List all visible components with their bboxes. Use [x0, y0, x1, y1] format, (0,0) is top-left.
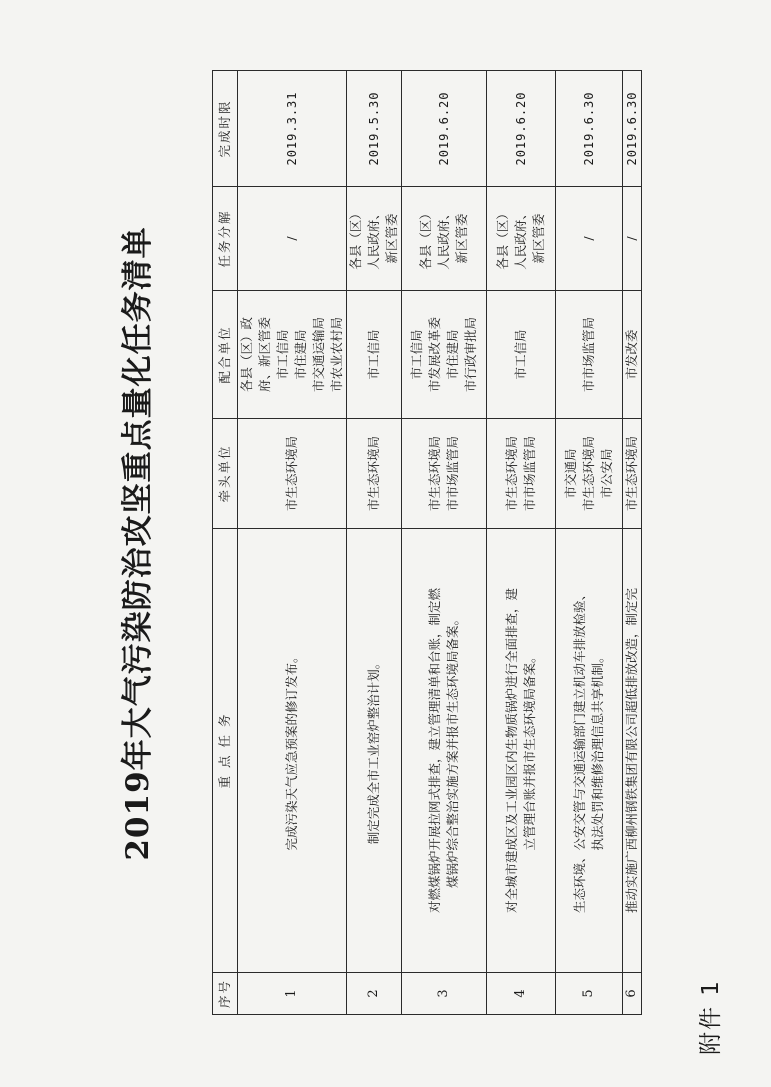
coop-unit-cell [623, 291, 642, 419]
lead-unit-line: 市生态环境局 [284, 436, 299, 512]
row-number: 1 [238, 973, 347, 1015]
row-number: 6 [623, 973, 642, 1015]
lead-unit-cell [556, 419, 623, 529]
task-split-cell [238, 187, 347, 291]
task-split-line: 各县（区） [495, 207, 510, 270]
header-split: 任务分解 [213, 187, 238, 291]
task-split-cell [402, 187, 487, 291]
header-task: 重 点 任 务 [213, 529, 238, 973]
task-split-line: / [284, 236, 299, 241]
lead-unit-line: 市交通局 [563, 448, 578, 499]
lead-unit-line: 市生态环境局 [427, 436, 442, 512]
header-deadline: 完成时限 [213, 71, 238, 187]
lead-unit-cell [347, 419, 402, 529]
lead-unit-line: 市生态环境局 [366, 436, 381, 512]
task-line: 推动实施广西柳州钢铁集团有限公司超低排放改造，制定完 [624, 588, 639, 914]
coop-unit-line: 市住建局 [445, 329, 460, 380]
deadline-cell: 2019.5.30 [347, 71, 402, 187]
task-split-line: / [624, 236, 639, 241]
coop-unit-line: 市交通运输局 [311, 317, 326, 393]
task-cell [556, 529, 623, 973]
header-coop: 配合单位 [213, 291, 238, 419]
table-row [402, 71, 487, 1015]
task-line: 对全城市建成区及工业园区内生物质锅炉进行全面排查，建 [504, 588, 519, 914]
task-line: 立管理台账并报市生态环境局备案。 [522, 650, 537, 851]
task-cell [487, 529, 556, 973]
task-split-line: 各县（区） [348, 207, 363, 270]
task-split-line: 新区管委 [454, 213, 469, 264]
task-table [212, 70, 642, 1015]
task-split-line: 新区管委 [531, 213, 546, 264]
table-row [556, 71, 623, 1015]
coop-unit-line: 府、新区管委 [257, 317, 272, 393]
coop-unit-line: 市发改委 [624, 329, 639, 380]
table-header-row [213, 71, 238, 1015]
task-line: 煤锅炉综合整治实施方案并报市生态环境局备案。 [445, 613, 460, 889]
task-line: 执法处罚和维修治理信息共享机制。 [590, 650, 605, 851]
coop-unit-line: 市市场监管局 [581, 317, 596, 393]
coop-unit-line: 市工信局 [275, 329, 290, 380]
deadline-cell: 2019.6.20 [402, 71, 487, 187]
deadline-cell: 2019.6.30 [556, 71, 623, 187]
attachment-label: 附件 1 [698, 979, 724, 1055]
coop-unit-cell [347, 291, 402, 419]
header-no: 序号 [213, 973, 238, 1015]
lead-unit-line: 市市场监管局 [445, 436, 460, 512]
lead-unit-cell [402, 419, 487, 529]
row-number: 4 [487, 973, 556, 1015]
task-cell [402, 529, 487, 973]
task-split-cell [623, 187, 642, 291]
task-split-cell [347, 187, 402, 291]
task-line: 生态环境、公安交管与交通运输部门建立机动车排放检验、 [572, 588, 587, 914]
coop-unit-line: 市行政审批局 [463, 317, 478, 393]
lead-unit-line: 市市场监管局 [522, 436, 537, 512]
lead-unit-line: 市生态环境局 [581, 436, 596, 512]
task-split-line: 人民政府、 [366, 207, 381, 270]
task-split-line: 新区管委 [384, 213, 399, 264]
lead-unit-line: 市生态环境局 [504, 436, 519, 512]
task-split-line: / [581, 236, 596, 241]
table-row [347, 71, 402, 1015]
coop-unit-line: 市工信局 [366, 329, 381, 380]
row-number: 2 [347, 973, 402, 1015]
task-line: 制定完成全市工业窑炉整治计划。 [366, 656, 381, 845]
coop-unit-cell [487, 291, 556, 419]
coop-unit-line: 各县（区）政 [239, 317, 254, 393]
coop-unit-line: 市工信局 [409, 329, 424, 380]
row-number: 3 [402, 973, 487, 1015]
task-cell [623, 529, 642, 973]
row-number: 5 [556, 973, 623, 1015]
lead-unit-line: 市生态环境局 [624, 436, 639, 512]
task-line: 完成污染天气应急预案的修订发布。 [284, 650, 299, 851]
lead-unit-line: 市公安局 [599, 448, 614, 499]
task-line: 对燃煤锅炉开展拉网式排查，建立管理清单和台账，制定燃 [427, 588, 442, 914]
lead-unit-cell [238, 419, 347, 529]
task-split-cell [556, 187, 623, 291]
task-cell [238, 529, 347, 973]
coop-unit-line: 市住建局 [293, 329, 308, 380]
task-split-cell [487, 187, 556, 291]
task-cell [347, 529, 402, 973]
deadline-cell: 2019.3.31 [238, 71, 347, 187]
page-title: 2019年大气污染防治攻坚重点量化任务清单 [120, 226, 156, 861]
coop-unit-line: 市工信局 [513, 329, 528, 380]
deadline-cell: 2019.6.30 [623, 71, 642, 187]
coop-unit-cell [238, 291, 347, 419]
header-lead: 牵头单位 [213, 419, 238, 529]
coop-unit-line: 市发展改革委 [427, 317, 442, 393]
table-row [487, 71, 556, 1015]
coop-unit-line: 市农业农村局 [329, 317, 344, 393]
task-split-line: 人民政府、 [436, 207, 451, 270]
lead-unit-cell [487, 419, 556, 529]
lead-unit-cell [623, 419, 642, 529]
deadline-cell: 2019.6.20 [487, 71, 556, 187]
coop-unit-cell [556, 291, 623, 419]
task-split-line: 人民政府、 [513, 207, 528, 270]
coop-unit-cell [402, 291, 487, 419]
table-row [238, 71, 347, 1015]
task-split-line: 各县（区） [418, 207, 433, 270]
table-row [623, 71, 642, 1015]
